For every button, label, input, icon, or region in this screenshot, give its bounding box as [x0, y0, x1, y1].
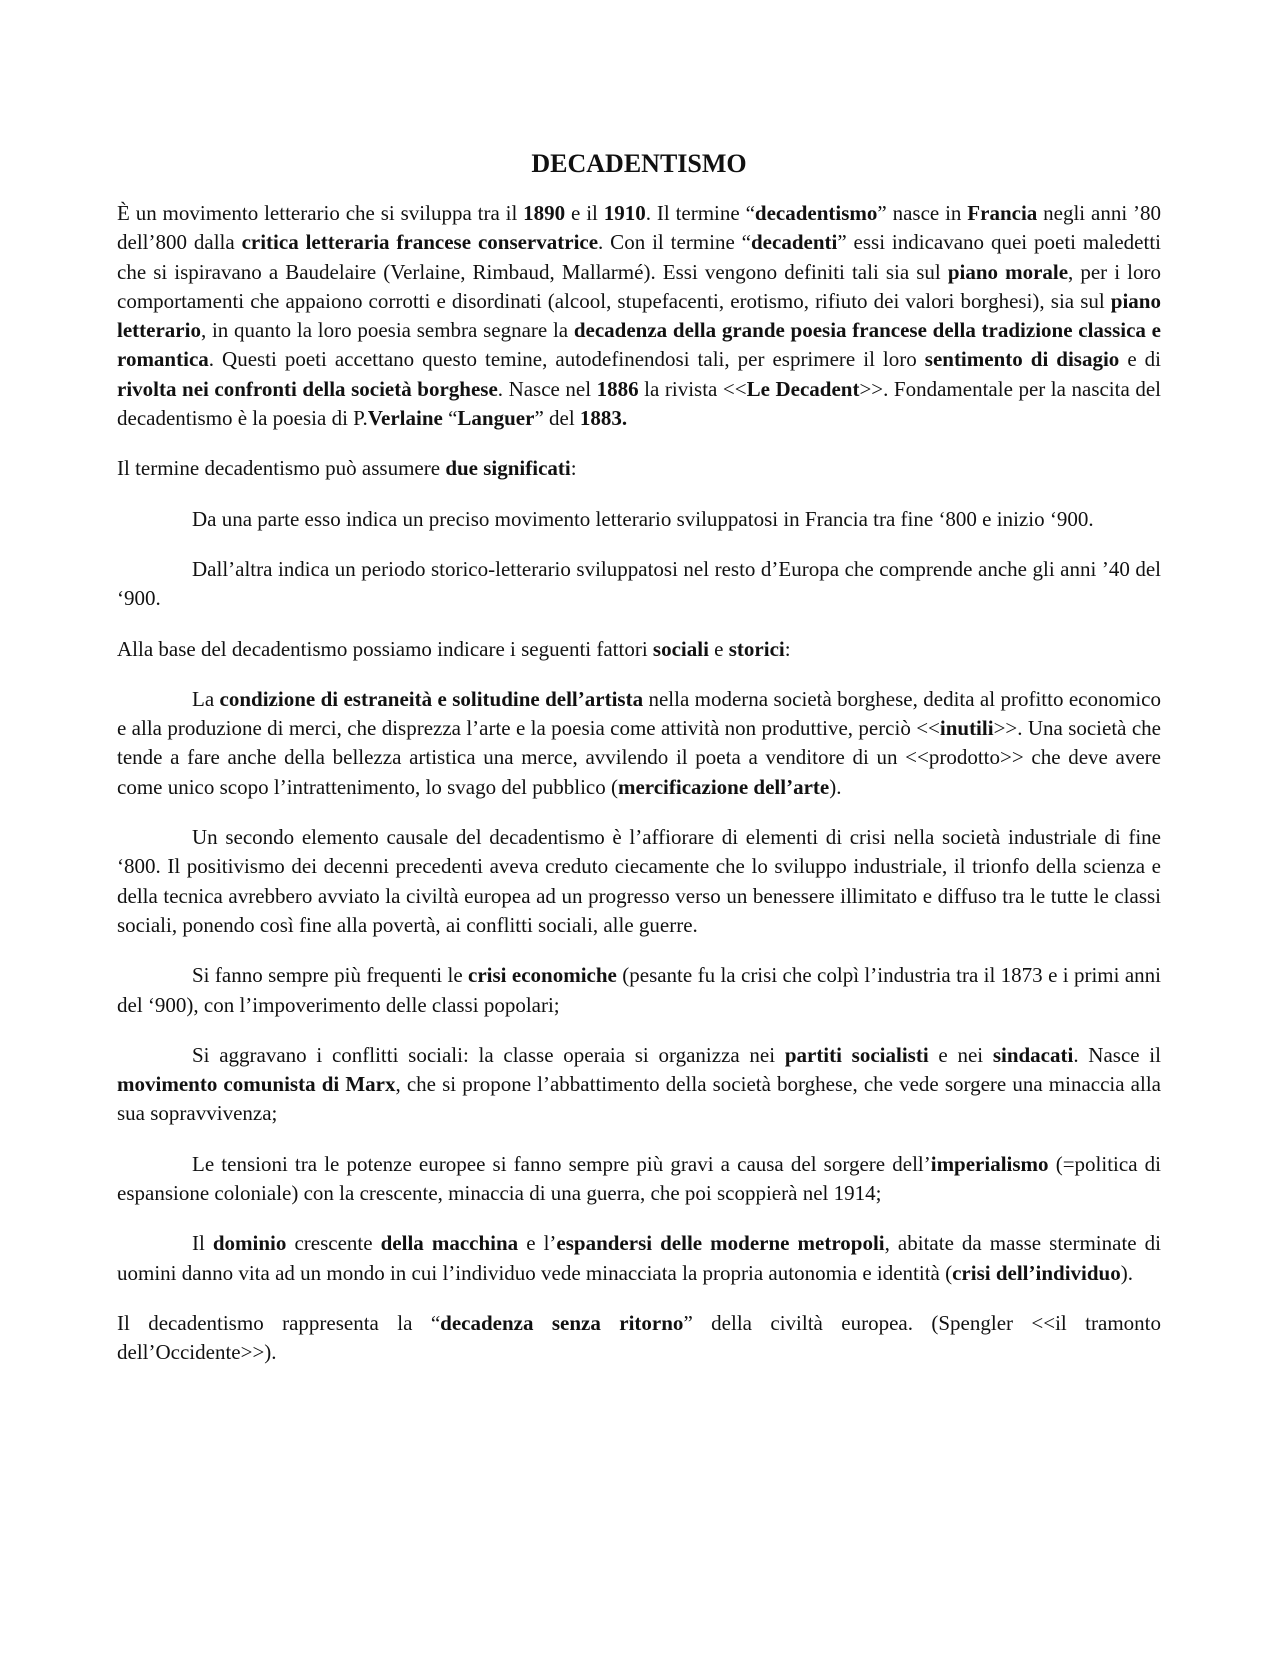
- bold-text: 1890: [523, 201, 566, 225]
- bold-text: 1886: [596, 376, 639, 401]
- text-run: Si aggravano i conflitti sociali: la classe operaia si organizza nei: [192, 1042, 785, 1067]
- bold-text: crisi dell’individuo: [952, 1260, 1121, 1285]
- bold-text: partiti socialisti: [784, 1042, 929, 1067]
- bold-text: due significati: [445, 456, 571, 481]
- bold-text: Languer: [457, 406, 535, 431]
- text-run: la rivista <<: [638, 376, 747, 401]
- paragraph: [117, 555, 1161, 614]
- bold-text: piano morale: [947, 259, 1069, 284]
- text-run: . Nasce il: [1073, 1042, 1161, 1067]
- text-run: Il termine decadentismo può assumere: [117, 456, 446, 481]
- text-run: :: [784, 636, 791, 661]
- bold-text: Francia: [967, 201, 1038, 225]
- text-run: e: [708, 636, 729, 661]
- bold-text: rivolta nei confronti della società borghese: [117, 376, 498, 401]
- text-run: >>. Una società che tende a fare anche della bellezza artistica una merce, avvilendo il poeta a venditore di un <<prodotto>> che deve avere come unico scopo l’intrattenimento, lo svago del pubblico (: [117, 716, 1161, 799]
- bold-text: espandersi delle moderne metropoli: [556, 1231, 885, 1256]
- paragraph: [117, 685, 1161, 802]
- text-run: ” della civiltà europea. (Spengler <<il tramonto dell’Occidente>>).: [117, 1310, 1161, 1365]
- text-run: “: [442, 406, 458, 431]
- bold-text: sociali: [652, 636, 709, 661]
- text-run: >>. Fondamentale per la nascita del decadentismo è la poesia di P.: [117, 376, 1161, 431]
- bold-text: crisi economiche: [468, 963, 617, 988]
- paragraph: [117, 961, 1161, 1020]
- document-body: [117, 199, 1161, 1368]
- bold-text: condizione di estraneità e solitudine dell’artista: [219, 686, 644, 711]
- text-run: :: [570, 456, 577, 481]
- text-run: Il decadentismo rappresenta la “: [117, 1310, 441, 1335]
- paragraph: [117, 199, 1161, 433]
- text-run: , in quanto la loro poesia sembra segnare la: [200, 318, 574, 343]
- paragraph: [117, 505, 1161, 534]
- bold-text: critica letteraria francese conservatrice: [241, 230, 599, 255]
- bold-text: inutili: [939, 716, 994, 741]
- text-run: , abitate da masse sterminate di uomini danno vita ad un mondo in cui l’individuo vede minacciata la propria autonomia e identità (: [117, 1231, 1162, 1285]
- bold-text: decadenza senza ritorno: [440, 1310, 684, 1335]
- text-run: La: [192, 686, 220, 711]
- text-run: e nei: [928, 1042, 993, 1067]
- paragraph: [117, 454, 1161, 483]
- paragraph: [117, 1309, 1161, 1368]
- text-run: e l’: [518, 1231, 557, 1256]
- text-run: , che si propone l’abbattimento della società borghese, che vede sorgere una minaccia alla sua sopravvivenza;: [117, 1072, 1161, 1126]
- bold-text: piano letterario: [117, 288, 1161, 343]
- bold-text: decadenti: [751, 230, 838, 255]
- bold-text: mercificazione dell’arte: [617, 774, 830, 799]
- bold-text: movimento comunista di Marx: [117, 1072, 396, 1097]
- text-run: Alla base del decadentismo possiamo indicare i seguenti fattori: [117, 636, 653, 661]
- bold-text: 1883.: [579, 406, 628, 431]
- text-run: nella moderna società borghese, dedita al profitto economico e alla produzione di merci, che disprezza l’arte e la poesia come attività non produttive, perciò <<: [117, 686, 1161, 741]
- text-run: ).: [829, 774, 842, 799]
- bold-text: imperialismo: [930, 1151, 1049, 1176]
- bold-text: decadenza della grande poesia francese della tradizione classica e romantica: [117, 318, 1161, 372]
- paragraph: [117, 823, 1161, 940]
- text-run: , per i loro comportamenti che appaiono corrotti e disordinati (alcool, stupefacenti, erotismo, rifiuto dei valori borghesi), sia sul: [117, 259, 1161, 313]
- text-run: e di: [1119, 347, 1161, 372]
- text-run: Le tensioni tra le potenze europee si fanno sempre più gravi a causa del sorgere dell’: [192, 1151, 931, 1176]
- text-run: Dall’altra indica un periodo storico-letterario sviluppatosi nel resto d’Europa che comprende anche gli anni ’40 del ‘900.: [117, 556, 1161, 611]
- document-page: [117, 148, 1161, 1389]
- bold-text: Verlaine: [367, 406, 443, 431]
- text-run: Da una parte esso indica un preciso movimento letterario sviluppatosi in Francia tra fine ‘800 e inizio ‘900.: [192, 506, 1094, 531]
- paragraph: [117, 1150, 1161, 1209]
- text-run: ” nasce in: [877, 201, 968, 225]
- text-run: Il: [192, 1231, 213, 1256]
- bold-text: 1910: [603, 201, 646, 225]
- text-run: negli anni ’80 dell’800 dalla: [117, 201, 1162, 255]
- text-run: . Nasce nel: [497, 376, 597, 401]
- paragraph: [117, 1041, 1161, 1129]
- text-run: e il: [565, 201, 604, 225]
- bold-text: decadentismo: [754, 201, 878, 225]
- text-run: (pesante fu la crisi che colpì l’industria tra il 1873 e i primi anni del ‘900), con l’impoverimento delle classi popolari;: [117, 963, 1162, 1017]
- paragraph: [117, 1229, 1161, 1288]
- text-run: Si fanno sempre più frequenti le: [192, 963, 469, 988]
- bold-text: Le Decadent: [746, 376, 860, 401]
- bold-text: sentimento di disagio: [924, 347, 1120, 372]
- text-run: (=politica di espansione coloniale) con la crescente, minaccia di una guerra, che poi scoppierà nel 1914;: [117, 1151, 1161, 1206]
- text-run: . Con il termine “: [598, 230, 751, 255]
- bold-text: sindacati: [992, 1042, 1074, 1067]
- text-run: . Questi poeti accettano questo temine, autodefinendosi tali, per esprimere il loro: [208, 347, 925, 372]
- text-run: ” essi indicavano quei poeti maledetti che si ispiravano a Baudelaire (Verlaine, Rimbaud, Mallarmé). Essi vengono definiti tali sia sul: [117, 230, 1162, 284]
- text-run: È un movimento letterario che si sviluppa tra il: [117, 201, 524, 225]
- bold-text: della macchina: [380, 1231, 519, 1256]
- document-title: DECADENTISMO: [531, 149, 747, 178]
- text-run: ” del: [534, 406, 580, 431]
- bold-text: storici: [728, 636, 785, 661]
- text-run: Un secondo elemento causale del decadentismo è l’affiorare di elementi di crisi nella società industriale di fine ‘800. Il positivismo dei decenni precedenti aveva creduto ciecamente che lo sviluppo industriale, il trionfo della scienza e della tecnica avrebbero avviato la civiltà europea ad un progresso verso un benessere illimitato e diffuso tra le tutte le classi sociali, ponendo così fine alla povertà, ai conflitti sociali, alle guerre.: [117, 825, 1161, 937]
- bold-text: dominio: [212, 1231, 287, 1256]
- text-run: ).: [1120, 1260, 1133, 1285]
- text-run: . Il termine “: [645, 201, 755, 225]
- paragraph: [117, 635, 1161, 664]
- text-run: crescente: [286, 1231, 381, 1256]
